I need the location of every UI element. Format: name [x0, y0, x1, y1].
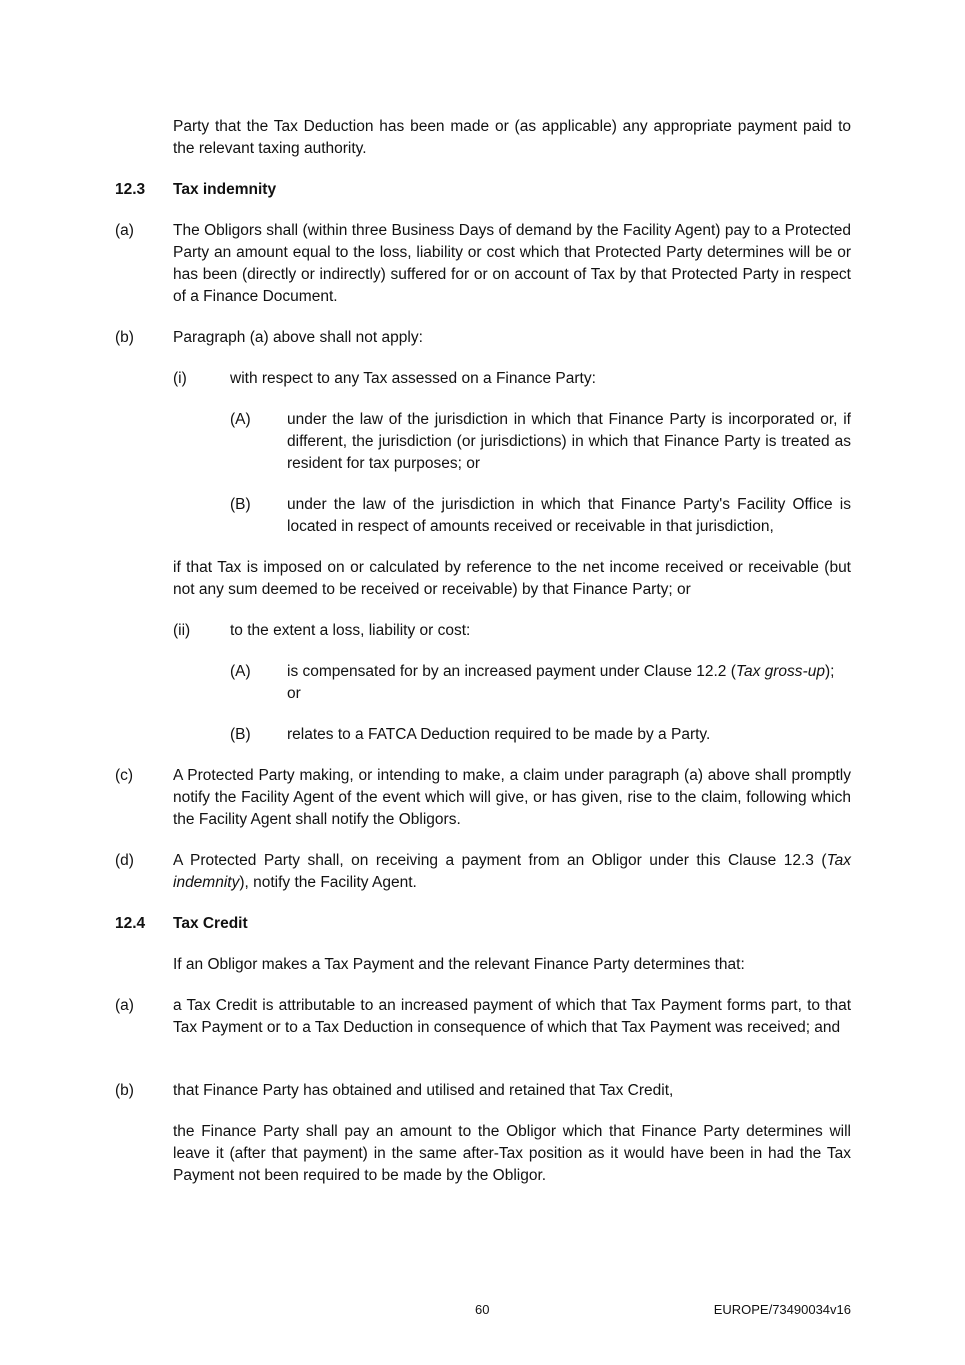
- subpara-ii-label: (ii): [173, 622, 191, 639]
- clause-12-4-number: 12.4: [115, 915, 146, 932]
- subpara-ii-A-pre: is compensated for by an increased payment under Clause 12.2 (: [287, 663, 736, 680]
- subpara-i-A-text: under the law of the jurisdiction in which that Finance Party is incorporated or, if different, the jurisdiction (or jurisdictions) in which that Finance Party is treated as resident for tax purposes; or: [287, 411, 851, 472]
- para-d-post: ), notify the Facility Agent.: [239, 874, 417, 891]
- para-c-text: A Protected Party making, or intending to make, a claim under paragraph (a) above shall promptly notify the Facility Agent of the event which will give, or has given, rise to the claim, following which the Facility Agent shall notify the Obligors.: [173, 767, 851, 828]
- para-b-label: (b): [115, 329, 134, 346]
- continuation-paragraph: Party that the Tax Deduction has been made or (as applicable) any appropriate payment paid to the relevant taxing authority.: [173, 118, 851, 157]
- subpara-ii-text: to the extent a loss, liability or cost:: [230, 622, 471, 639]
- para-a-label: (a): [115, 222, 134, 239]
- subpara-ii-A-post: ); or: [287, 663, 835, 702]
- para-a-text: The Obligors shall (within three Business Days of demand by the Facility Agent) pay to a Protected Party an amount equal to the loss, liability or cost which that Protected Party determines will be or has been (directly or indirectly) suffered for or on account of Tax by that Protected Party in respect of a Finance Document.: [173, 222, 851, 305]
- subpara-i-label: (i): [173, 370, 187, 387]
- clause-12-3-title: Tax indemnity: [173, 181, 277, 198]
- subpara-ii-A-label: (A): [230, 663, 251, 680]
- clause-12-4-title: Tax Credit: [173, 915, 248, 932]
- tax-credit-tail: the Finance Party shall pay an amount to the Obligor which that Finance Party determines will leave it (after that payment) in the same after-Tax position as it would have been in had the Tax Payment not been required to be made by the Obligor.: [173, 1123, 851, 1184]
- subpara-i-B-label: (B): [230, 496, 251, 513]
- subpara-i-A-label: (A): [230, 411, 251, 428]
- subpara-ii-B-text: relates to a FATCA Deduction required to be made by a Party.: [287, 726, 711, 743]
- tax-credit-para-a-label: (a): [115, 997, 134, 1014]
- tax-credit-para-b-label: (b): [115, 1082, 134, 1099]
- subpara-ii-A-text: [287, 661, 851, 705]
- page-number: 60: [475, 1302, 490, 1317]
- clause-12-4-intro: If an Obligor makes a Tax Payment and the relevant Finance Party determines that:: [173, 956, 745, 973]
- clause-12-3-number: 12.3: [115, 181, 146, 198]
- tax-credit-para-b-text: that Finance Party has obtained and utilised and retained that Tax Credit,: [173, 1082, 674, 1099]
- para-d-label: (d): [115, 852, 134, 869]
- para-d-pre: A Protected Party shall, on receiving a payment from an Obligor under this Clause 12.3 (: [173, 852, 827, 869]
- tax-credit-para-a-text: a Tax Credit is attributable to an increased payment of which that Tax Payment forms part, to that Tax Payment or to a Tax Deduction in consequence of which that Tax Payment was received; and: [173, 997, 851, 1036]
- para-b-text: Paragraph (a) above shall not apply:: [173, 329, 423, 346]
- clause-ref-tax-gross-up: Tax gross-up: [735, 663, 825, 680]
- subpara-ii-B-label: (B): [230, 726, 251, 743]
- para-d-text: [173, 850, 851, 894]
- document-reference: EUROPE/73490034v16: [713, 1302, 851, 1317]
- subpara-i-text: with respect to any Tax assessed on a Finance Party:: [230, 370, 596, 387]
- subpara-i-B-text: under the law of the jurisdiction in which that Finance Party's Facility Office is located in respect of amounts received or receivable in that jurisdiction,: [287, 496, 851, 535]
- para-c-label: (c): [115, 767, 134, 784]
- subpara-i-tail: if that Tax is imposed on or calculated by reference to the net income received or receivable (but not any sum deemed to be received or receivable) by that Finance Party; or: [173, 559, 851, 598]
- clause-ref-tax-indemnity: Tax indemnity: [173, 852, 851, 891]
